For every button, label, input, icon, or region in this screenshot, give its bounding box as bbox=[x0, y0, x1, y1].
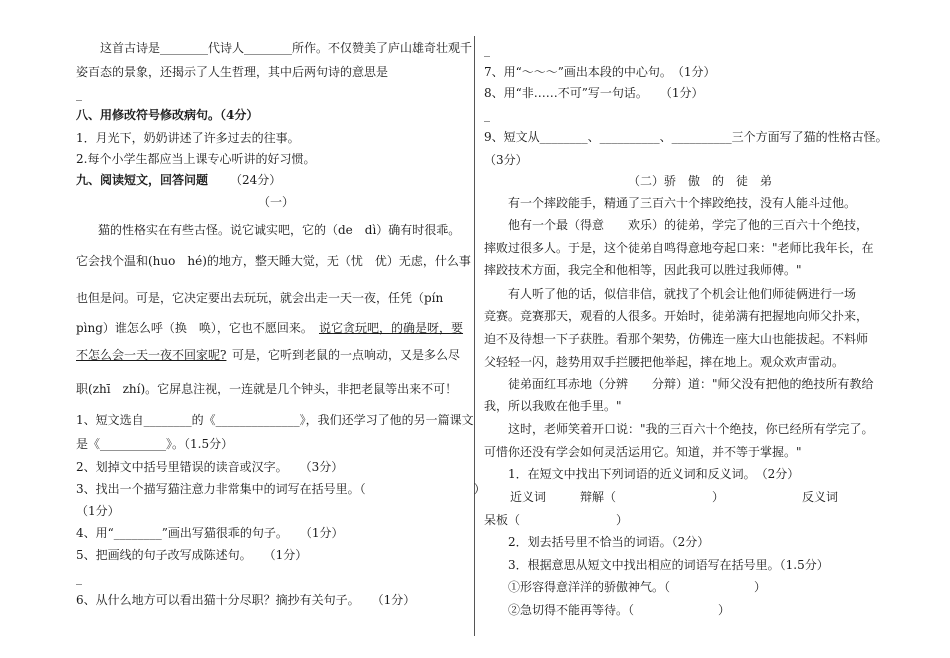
story-line: 竞赛。竞赛那天，观看的人很多。开始时，徒弟满有把握地向师父扑来， bbox=[484, 309, 869, 323]
story-line: 我，所以我败在他手里。" bbox=[484, 399, 622, 413]
synonym-word: 辩解（ ） bbox=[580, 490, 725, 504]
passage-line: 也但是问。可是，它决定要出去玩玩，就会出走一天一夜，任凭（pín bbox=[76, 291, 444, 305]
answer-blank-mark: _ bbox=[484, 108, 490, 122]
story-line: 可惜你还没有学会如何灵活运用它。知道，并不等于掌握。" bbox=[484, 445, 802, 459]
question-1-cont: 是《___________》。（1.5分） bbox=[76, 437, 234, 451]
question-3-score: （1分） bbox=[76, 504, 120, 518]
story-line: 徒弟面红耳赤地（分辨 分辩）道："师父没有把他的绝技所有教给 bbox=[508, 377, 874, 391]
section8-title: 八、用修改符号修改病句。（4分） bbox=[76, 108, 259, 122]
passage-line: 职(zhī zhí)。它屏息注视，一连就是几个钟头，非把老鼠等出来不可！ bbox=[76, 382, 458, 396]
antonym-label: 反义词 bbox=[802, 490, 839, 504]
story-line: 这时，老师笑着开口说："我的三百六十个绝技，你已经所有学完了。 bbox=[508, 422, 874, 436]
passage-line: 它会找个温和(huo hé)的地方，整天睡大觉，无（忧 优）无虑，什么事 bbox=[76, 254, 471, 268]
answer-blank-mark: _ bbox=[484, 43, 490, 57]
question-1: 1、短文选自________的《______________》，我们还学习了他的另一篇课文 bbox=[76, 413, 474, 427]
question-7: 7、用“～～～”画出本段的中心句。 （1分） bbox=[484, 65, 716, 79]
story-line: 有一个摔跤能手，精通了三百六十个摔跤绝技，没有人能斗过他。 bbox=[508, 196, 857, 210]
story-line: 摔败过很多人。于是，这个徒弟自鸣得意地夸起口来："老师比我年长，在 bbox=[484, 241, 874, 255]
story-line: 有人听了他的话，似信非信，就找了个机会让他们师徒俩进行一场 bbox=[508, 287, 857, 301]
story-line: 摔跤技术方面，我完全和他相等，因此我可以胜过我师傅。" bbox=[484, 263, 802, 277]
section9-title: 九、阅读短文，回答问题 bbox=[76, 173, 209, 187]
question-9: 9、短文从________、__________、__________三个方面写了猫的性格古怪。 bbox=[484, 130, 888, 144]
antonym-word: 呆板（ ） bbox=[484, 513, 629, 527]
right-question-3b: ②急切得不能再等待。（ ） bbox=[508, 603, 731, 617]
sentence-2: 2.每个小学生都应当上课专心听讲的好习惯。 bbox=[76, 152, 316, 166]
passage-line: 猫的性格实在有些古怪。说它诚实吧，它的（de dì）确有时很乖。 bbox=[98, 223, 461, 237]
passage-line: 可是，它听到老鼠的一点响动，又是多么尽 bbox=[232, 348, 461, 362]
story-line: 迫不及待想一下子获胜。看那个架势，仿佛连一座大山也能拔起。不料师 bbox=[484, 332, 869, 346]
question-5: 5、把画线的句子改写成陈述句。 （1分） bbox=[76, 548, 308, 562]
question-9-score: （3分） bbox=[484, 153, 528, 167]
passage-line: pìng）谁怎么呼（换 唤），它也不愿回来。 bbox=[76, 321, 313, 335]
poem-question-line1: 这首古诗是________代诗人________所作。不仅赞美了庐山雄奇壮观千 bbox=[100, 41, 473, 55]
part2-title: （二）骄 傲 的 徒 弟 bbox=[628, 174, 773, 188]
right-question-1: 1．在短文中找出下列词语的近义词和反义词。 （2分） bbox=[508, 467, 800, 481]
right-question-2: 2．划去括号里不恰当的词语。（2分） bbox=[508, 535, 710, 549]
question-4: 4、用“________”画出写猫很乖的句子。 （1分） bbox=[76, 526, 344, 540]
answer-blank-mark: _ bbox=[76, 87, 82, 101]
sentence-1: 1．月光下，奶奶讲述了许多过去的往事。 bbox=[76, 131, 300, 145]
question-3: 3、找出一个描写猫注意力非常集中的词写在括号里。（ ） bbox=[76, 482, 486, 496]
story-line: 他有一个最（得意 欢乐）的徒弟，学完了他的三百六十个绝技， bbox=[508, 218, 869, 232]
question-8: 8、用“非……不可”写一句话。 （1分） bbox=[484, 86, 704, 100]
right-question-3: 3．根据意思从短文中找出相应的词语写在括号里。（1.5分） bbox=[508, 558, 829, 572]
question-6: 6、从什么地方可以看出猫十分尽职？摘抄有关句子。 （1分） bbox=[76, 593, 416, 607]
section9-score: （24分） bbox=[230, 173, 282, 187]
underlined-sentence: 说它贪玩吧，的确是呀，要 bbox=[319, 321, 464, 335]
poem-question-line2: 姿百态的景象，还揭示了人生哲理，其中后两句诗的意思是 bbox=[76, 65, 389, 79]
question-2: 2、划掉文中括号里错误的读音或汉字。 （3分） bbox=[76, 460, 344, 474]
column-divider bbox=[474, 36, 475, 636]
part1-label: （一） bbox=[258, 195, 295, 209]
story-line: 父轻轻一闪，趁势用双手拦腰把他举起，摔在地上。观众欢声雷动。 bbox=[484, 355, 845, 369]
underlined-sentence: 不怎么会一天一夜不回家呢? bbox=[76, 348, 227, 362]
right-question-3a: ①形容得意洋洋的骄傲神气。（ ） bbox=[508, 580, 767, 594]
synonym-label: 近义词 bbox=[510, 490, 547, 504]
answer-blank-mark: _ bbox=[76, 571, 82, 585]
